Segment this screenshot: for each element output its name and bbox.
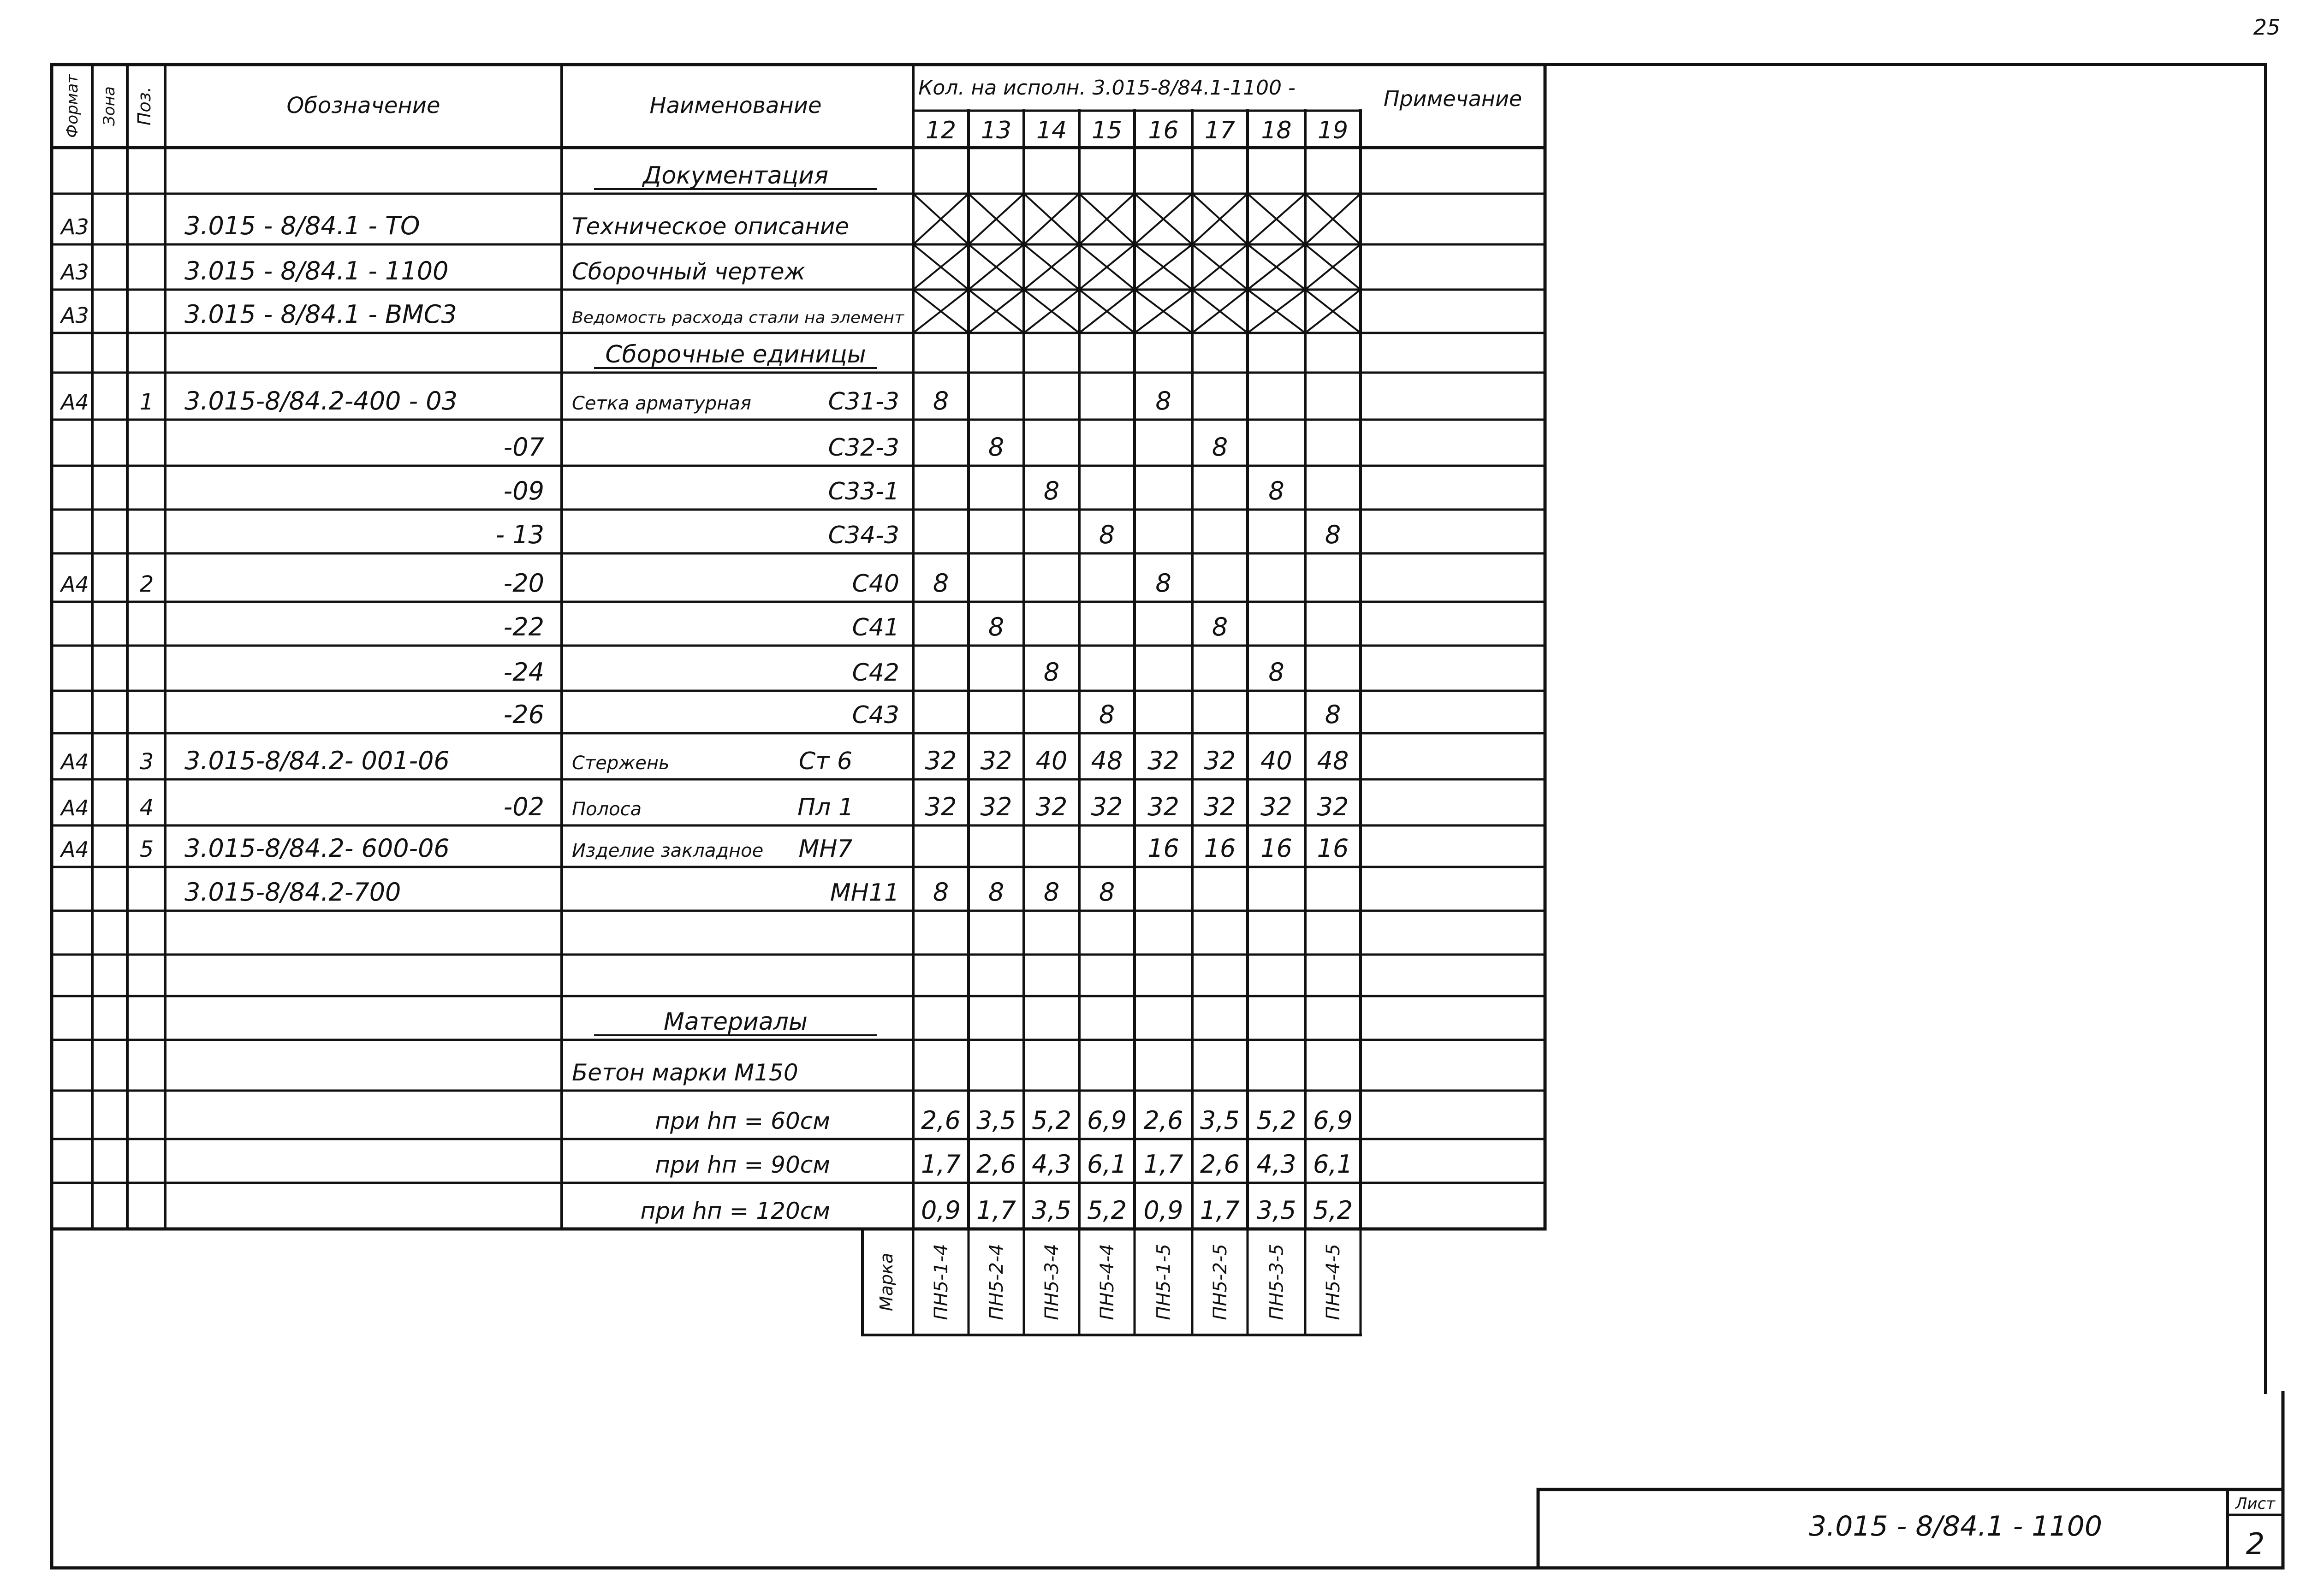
cell-qty: 6,1 (1313, 1150, 1353, 1179)
table-row (59, 792, 1349, 821)
mark-label: ПН5-4-5 (1323, 1244, 1344, 1320)
mark-labels (862, 1229, 1361, 1335)
cell-qty: 16 (1204, 834, 1236, 863)
cell-designation: -26 (503, 700, 544, 729)
cell-qty: 8 (1155, 386, 1171, 415)
cell-qty: 3,5 (1032, 1196, 1071, 1225)
cell-qty: 16 (1147, 834, 1179, 863)
cell-format: А4 (61, 749, 89, 774)
table-row (59, 386, 1171, 415)
cell-qty: 32 (1204, 746, 1236, 775)
cell-qty: 5,2 (1256, 1106, 1296, 1135)
cell-designation: 3.015 - 8/84.1 - ВМС3 (184, 300, 457, 329)
cell-qty: 40 (1035, 746, 1068, 775)
cell-qty: 1,7 (1143, 1150, 1183, 1179)
cell-qty: 5,2 (1313, 1196, 1353, 1225)
mark-label: ПН5-2-4 (986, 1244, 1007, 1320)
header-variant-14: 14 (1036, 117, 1067, 144)
table-row (640, 1196, 1352, 1225)
cell-pos: 5 (139, 837, 154, 862)
table-row (595, 341, 876, 368)
cell-qty: 8 (1099, 520, 1115, 549)
cell-qty: 16 (1317, 834, 1349, 863)
cell-name: Ведомость расхода стали на элемент (572, 309, 905, 327)
cell-designation: 3.015 - 8/84.1 - 1100 (184, 256, 449, 285)
cell-qty: 8 (1212, 433, 1228, 462)
cell-qty: 0,9 (1143, 1196, 1183, 1225)
table-row (572, 1059, 798, 1086)
cell-qty: 4,3 (1032, 1150, 1071, 1179)
cell-qty: 1,7 (976, 1196, 1016, 1225)
table-row (184, 878, 1115, 907)
cell-pos: 1 (139, 389, 154, 415)
cell-name: при hп = 120см (640, 1198, 830, 1224)
cell-qty: 3,5 (976, 1106, 1016, 1135)
cell-qty: 32 (1317, 792, 1349, 821)
cell-format: А3 (61, 260, 89, 285)
title-sheet-label: Лист (2235, 1495, 2276, 1513)
cell-designation: - 13 (495, 520, 544, 549)
cell-pos: 4 (139, 795, 154, 821)
cell-qty: 6,9 (1313, 1106, 1353, 1135)
page-number: 25 (2253, 15, 2281, 40)
header-variant-19: 19 (1317, 117, 1349, 144)
header-designation: Обозначение (286, 93, 440, 119)
cell-qty: 8 (1043, 658, 1060, 687)
cell-qty: 32 (1147, 792, 1179, 821)
cell-designation: -07 (503, 433, 544, 462)
cell-mark: Пл 1 (797, 794, 854, 821)
header-variant-18: 18 (1261, 117, 1292, 144)
cell-format: А4 (61, 795, 89, 820)
cell-designation: 3.015-8/84.2- 600-06 (184, 834, 450, 863)
cell-qty: 32 (1035, 792, 1068, 821)
cell-mark: С43 (852, 701, 899, 729)
cell-name-section: Материалы (664, 1008, 808, 1036)
table-row (595, 1008, 876, 1036)
cell-designation: 3.015-8/84.2- 001-06 (184, 746, 450, 775)
cell-name-section: Сборочные единицы (605, 341, 866, 368)
cell-format: А4 (61, 390, 89, 415)
cell-designation: -02 (503, 792, 544, 821)
cell-format: А4 (61, 572, 89, 597)
cell-mark: С33-1 (828, 478, 899, 505)
header-variant-16: 16 (1148, 117, 1179, 144)
cell-qty: 5,2 (1087, 1196, 1127, 1225)
cell-qty: 6,1 (1087, 1150, 1127, 1179)
cell-qty: 32 (925, 792, 957, 821)
cell-mark: С42 (852, 659, 899, 687)
cell-name: Изделие закладное (572, 840, 764, 861)
title-doc-code: 3.015 - 8/84.1 - 1100 (1808, 1510, 2103, 1543)
cell-qty: 32 (925, 746, 957, 775)
cell-format: А3 (61, 303, 89, 328)
cell-pos: 2 (139, 571, 154, 597)
cell-qty: 8 (1268, 658, 1284, 687)
cell-mark: МН7 (798, 835, 853, 863)
cell-qty: 32 (1204, 792, 1236, 821)
table-row (59, 834, 1349, 863)
cell-name: Полоса (572, 799, 642, 820)
cell-name: Сборочный чертеж (572, 258, 805, 285)
cell-qty: 5,2 (1032, 1106, 1071, 1135)
title-block (1538, 1489, 2283, 1568)
header-format: Формат (63, 74, 82, 138)
header-note: Примечание (1383, 86, 1522, 111)
cell-mark: МН11 (830, 879, 899, 907)
cell-qty: 8 (1099, 700, 1115, 729)
cell-name: Техническое описание (572, 213, 850, 240)
cell-qty: 2,6 (921, 1106, 961, 1135)
cell-designation: -24 (503, 658, 544, 687)
table-row (504, 476, 1284, 505)
header-variant-12: 12 (925, 117, 957, 144)
cell-qty: 8 (1099, 878, 1115, 907)
cell-qty: 32 (1091, 792, 1123, 821)
table-row (595, 162, 876, 190)
cell-qty: 8 (933, 386, 949, 415)
cell-qty: 32 (1260, 792, 1292, 821)
header-zone: Зона (100, 86, 119, 126)
cell-name: Бетон марки М150 (572, 1059, 798, 1086)
table-row (504, 700, 1341, 729)
header-qty-caption: Кол. на исполн. 3.015-8/84.1-1100 - (918, 76, 1296, 100)
cell-qty: 2,6 (1200, 1150, 1240, 1179)
cell-qty: 8 (988, 878, 1004, 907)
cell-qty: 32 (1147, 746, 1179, 775)
header-name: Наименование (649, 93, 822, 119)
mark-label: ПН5-3-4 (1041, 1244, 1063, 1320)
cell-qty: 8 (988, 433, 1004, 462)
cell-name: при hп = 60см (655, 1108, 830, 1134)
header-variant-15: 15 (1091, 117, 1123, 144)
cell-qty: 2,6 (1143, 1106, 1183, 1135)
cell-qty: 16 (1260, 834, 1292, 863)
mark-label: ПН5-1-5 (1153, 1244, 1175, 1320)
cell-qty: 2,6 (976, 1150, 1016, 1179)
cell-format: А3 (61, 214, 89, 239)
cell-qty: 3,5 (1200, 1106, 1240, 1135)
cell-mark: С34-3 (828, 522, 899, 549)
cell-qty: 8 (1325, 520, 1341, 549)
cell-mark: Ст 6 (798, 748, 853, 775)
mark-label: ПН5-1-4 (931, 1244, 952, 1320)
cell-name: Сетка арматурная (572, 393, 751, 414)
cell-qty: 6,9 (1087, 1106, 1127, 1135)
table-rows (59, 162, 1361, 1225)
cell-qty: 32 (980, 792, 1012, 821)
cell-qty: 8 (933, 878, 949, 907)
cell-name-section: Документация (642, 162, 829, 190)
header-variant-13: 13 (981, 117, 1012, 144)
cell-qty: 1,7 (1200, 1196, 1240, 1225)
header-pos: Поз. (134, 86, 155, 126)
cell-qty: 1,7 (921, 1150, 961, 1179)
cell-mark: С31-3 (828, 388, 899, 415)
mark-label: ПН5-3-5 (1266, 1244, 1288, 1320)
cell-qty: 8 (1212, 612, 1228, 641)
table-row (59, 194, 1361, 244)
table-row (59, 290, 1361, 333)
cell-designation: 3.015-8/84.2-400 - 03 (184, 386, 458, 415)
table-row (59, 244, 1361, 290)
cell-pos: 3 (139, 749, 154, 775)
cell-qty: 8 (933, 569, 949, 598)
cell-qty: 32 (980, 746, 1012, 775)
cell-designation: -20 (503, 569, 544, 598)
cell-qty: 48 (1091, 746, 1123, 775)
cell-designation: 3.015-8/84.2-700 (184, 878, 401, 907)
cell-qty: 8 (1043, 476, 1060, 505)
cell-mark: С40 (852, 570, 899, 598)
cell-qty: 8 (1155, 569, 1171, 598)
table-header (63, 74, 1522, 144)
cell-qty: 8 (1268, 476, 1284, 505)
table-row (496, 520, 1341, 549)
table-row (59, 746, 1349, 775)
cell-format: А4 (61, 837, 89, 862)
cell-qty: 8 (1325, 700, 1341, 729)
cell-mark: С32-3 (828, 434, 899, 462)
cell-qty: 8 (1043, 878, 1060, 907)
table-row (504, 433, 1228, 462)
title-sheet-number: 2 (2246, 1527, 2265, 1561)
cell-mark: С41 (852, 614, 899, 641)
cell-qty: 40 (1260, 746, 1292, 775)
table-row (504, 658, 1284, 687)
mark-label: ПН5-4-4 (1097, 1244, 1118, 1320)
header-variant-17: 17 (1204, 117, 1236, 144)
cell-designation: -09 (503, 476, 544, 505)
cell-name: при hп = 90см (655, 1151, 830, 1178)
mark-label: ПН5-2-5 (1210, 1244, 1231, 1320)
cell-name: Стержень (572, 753, 670, 774)
cell-qty: 8 (988, 612, 1004, 641)
cell-designation: -22 (503, 612, 544, 641)
mark-header: Марка (876, 1252, 897, 1311)
table-row (504, 612, 1228, 641)
cell-qty: 0,9 (921, 1196, 961, 1225)
cell-qty: 3,5 (1256, 1196, 1296, 1225)
cell-qty: 4,3 (1256, 1150, 1296, 1179)
cell-qty: 48 (1317, 746, 1349, 775)
table-row (59, 569, 1171, 598)
cell-designation: 3.015 - 8/84.1 - ТО (184, 211, 420, 240)
